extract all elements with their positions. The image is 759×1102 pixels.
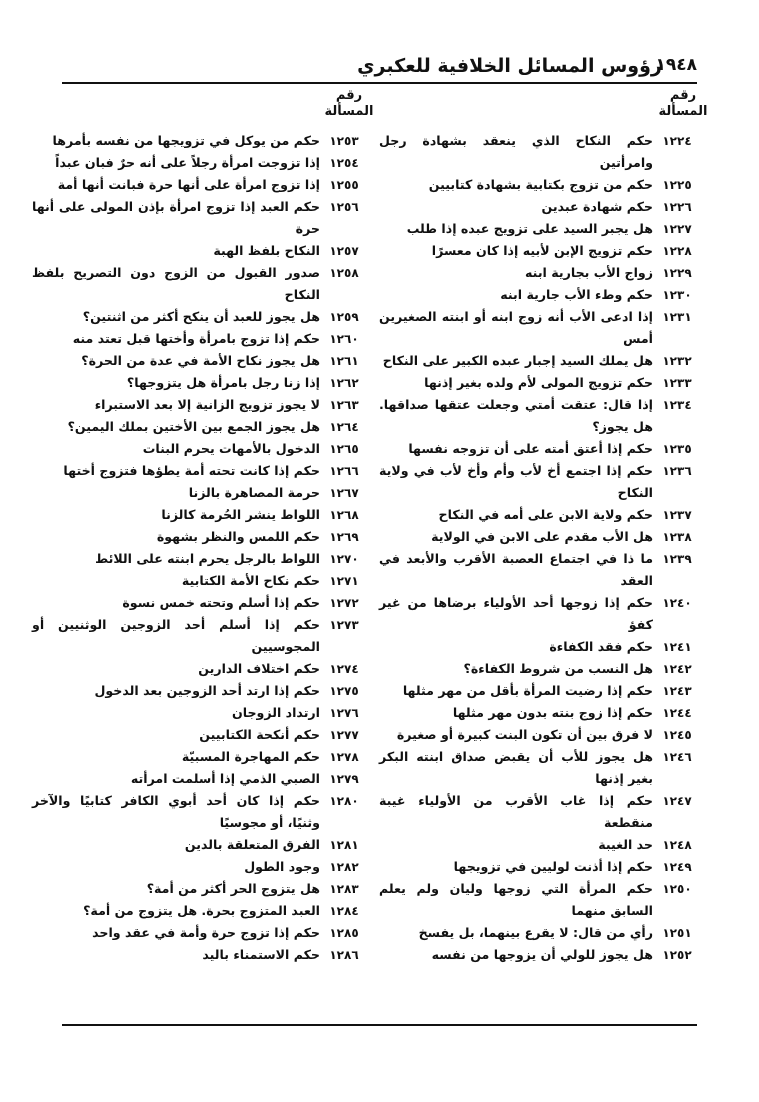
entry-text: هل الأب مقدم على الابن في الولاية <box>431 529 653 544</box>
entry-text: هل يجوز للأب أن يقبض صداق ابنته البكر بغير إذنها <box>379 749 653 786</box>
entry-row <box>32 724 364 746</box>
entry-number: ١٢٤١ <box>662 640 692 654</box>
entry-text: حد الغيبة <box>598 837 653 852</box>
entry-row <box>32 900 364 922</box>
entry-text: هل يجوز الجمع بين الأختين بملك اليمين؟ <box>67 419 320 434</box>
entry-row <box>379 922 697 944</box>
entry-number: ١٢٧٠ <box>329 552 359 566</box>
entry-number: ١٢٢٥ <box>662 178 692 192</box>
left-column <box>32 130 364 966</box>
entry-row <box>379 130 697 174</box>
entry-number: ١٢٤٠ <box>662 596 692 610</box>
entry-text: حكم العبد إذا تزوج امرأة بإذن المولى على أنها حرة <box>32 199 320 236</box>
entry-text: رأي من قال: لا يقرع بينهما، بل يفسخ <box>418 925 653 940</box>
entry-text: الدخول بالأمهات يحرم البنات <box>142 441 320 456</box>
entry-number: ١٢٢٩ <box>662 266 692 280</box>
entry-row <box>32 460 364 482</box>
entry-row <box>32 878 364 900</box>
entry-row <box>32 702 364 724</box>
entry-row <box>32 306 364 328</box>
entry-text: حكم إذا أسلم أحد الزوجين الوثنيين أو المجوسيين <box>32 617 320 654</box>
entry-row <box>379 680 697 702</box>
entry-number: ١٢٦١ <box>329 354 359 368</box>
entry-row <box>379 240 697 262</box>
entry-text: صدور القبول من الزوج دون التصريح بلفظ النكاح <box>32 265 320 302</box>
entry-text: حكم إذا أذنت لوليين في تزويجها <box>453 859 653 874</box>
entry-number: ١٢٧٤ <box>329 662 359 676</box>
entry-text: حكم المهاجرة المسبيّة <box>181 749 320 764</box>
entry-text: الفرق المتعلقة بالدين <box>184 837 320 852</box>
entry-row <box>32 658 364 680</box>
entry-text: حكم اللمس والنظر بشهوة <box>156 529 320 544</box>
entry-row <box>32 856 364 878</box>
entry-number: ١٢٣٥ <box>662 442 692 456</box>
entry-text: هل يجوز للعبد أن ينكح أكثر من اثنتين؟ <box>82 309 320 324</box>
entry-text: حكم فقد الكفاءة <box>549 639 653 654</box>
entry-row <box>32 394 364 416</box>
entry-text: حكم النكاح الذي ينعقد بشهادة رجل وامرأتين <box>379 133 653 170</box>
entry-row <box>379 548 697 592</box>
entry-number: ١٢٨٤ <box>329 904 359 918</box>
entry-number: ١٢٧١ <box>329 574 359 588</box>
entry-text: حكم تزويج المولى لأم ولده بغير إذنها <box>424 375 653 390</box>
entry-row <box>32 592 364 614</box>
entry-text: حكم الاستمناء باليد <box>202 947 320 962</box>
entry-text: زواج الأب بجارية ابنه <box>525 265 653 280</box>
entry-row <box>32 416 364 438</box>
entry-row <box>379 350 697 372</box>
entry-number: ١٢٦٥ <box>329 442 359 456</box>
entry-text: حكم إذا كان أحد أبوي الكافر كتابيًا والآخر وثنيًا، أو مجوسيًا <box>32 793 320 830</box>
entry-text: حكم اختلاف الدارين <box>198 661 320 676</box>
entry-row <box>379 592 697 636</box>
entry-number: ١٢٥٤ <box>329 156 359 170</box>
entry-text: إذا ادعى الأب أنه زوج ابنه أو ابنته الصغيرين أمس <box>379 309 653 346</box>
entry-row <box>379 394 697 438</box>
entry-text: ما ذا في اجتماع العصبة الأقرب والأبعد في العقد <box>379 551 653 588</box>
entry-row <box>379 196 697 218</box>
entry-row <box>32 526 364 548</box>
entry-number: ١٢٤٢ <box>662 662 692 676</box>
entry-row <box>379 746 697 790</box>
entry-text: هل يجوز نكاح الأمة في عدة من الحرة؟ <box>81 353 320 368</box>
entry-number: ١٢٨٣ <box>329 882 359 896</box>
entry-number: ١٢٣٤ <box>662 398 692 412</box>
entry-row <box>32 548 364 570</box>
entry-number: ١٢٢٧ <box>662 222 692 236</box>
entry-row <box>379 878 697 922</box>
entry-row <box>379 460 697 504</box>
entry-text: حكم المرأة التي زوجها وليان ولم يعلم السابق منهما <box>379 881 653 918</box>
entry-number: ١٢٤٨ <box>662 838 692 852</box>
entry-text: حكم إذا رضيت المرأة بأقل من مهر مثلها <box>402 683 653 698</box>
entry-number: ١٢٨١ <box>329 838 359 852</box>
entry-number: ١٢٨٠ <box>329 794 359 808</box>
entry-number: ١٢٥٨ <box>329 266 359 280</box>
entry-number: ١٢٥٩ <box>329 310 359 324</box>
entry-row <box>379 526 697 548</box>
page-header <box>62 55 697 81</box>
entry-row <box>379 856 697 878</box>
entry-text: حكم من تزوج بكتابية بشهادة كتابيين <box>428 177 653 192</box>
entry-row <box>379 504 697 526</box>
entry-number: ١٢٧٩ <box>329 772 359 786</box>
entry-number: ١٢٣٢ <box>662 354 692 368</box>
entry-number: ١٢٥٦ <box>329 200 359 214</box>
entry-number: ١٢٣١ <box>662 310 692 324</box>
entry-text: هل يملك السيد إجبار عبده الكبير على النكاح <box>382 353 653 368</box>
entry-row <box>379 262 697 284</box>
entry-number: ١٢٨٦ <box>329 948 359 962</box>
entry-number: ١٢٤٣ <box>662 684 692 698</box>
entry-number: ١٢٨٥ <box>329 926 359 940</box>
entry-text: حكم أنكحة الكتابيين <box>199 727 320 742</box>
entry-number: ١٢٧٣ <box>329 618 359 632</box>
entry-row <box>32 834 364 856</box>
entry-number: ١٢٤٥ <box>662 728 692 742</box>
entry-text: الصبي الذمي إذا أسلمت امرأته <box>130 771 320 786</box>
entry-number: ١٢٤٩ <box>662 860 692 874</box>
entry-text: حكم إذا تزوج بامرأة وأختها قبل تعتد منه <box>72 331 320 346</box>
entry-text: حكم ولاية الابن على أمه في النكاح <box>438 507 653 522</box>
entry-number: ١٢٤٧ <box>662 794 692 808</box>
entry-number: ١٢٤٦ <box>662 750 692 764</box>
entry-row <box>379 790 697 834</box>
entry-number: ١٢٥٢ <box>662 948 692 962</box>
entry-number: ١٢٢٤ <box>662 134 692 148</box>
entry-text: لا يجوز تزويج الزانية إلا بعد الاستبراء <box>94 397 320 412</box>
entry-text: حكم إذا كانت تحته أمة يطؤها فتزوج أختها <box>63 463 320 478</box>
entry-number: ١٢٧٢ <box>329 596 359 610</box>
entry-row <box>379 944 697 966</box>
entry-text: هل النسب من شروط الكفاءة؟ <box>463 661 653 676</box>
entry-number: ١٢٣٣ <box>662 376 692 390</box>
entry-row <box>32 196 364 240</box>
entry-row <box>379 218 697 240</box>
entry-number: ١٢٣٠ <box>662 288 692 302</box>
entry-row <box>379 174 697 196</box>
entry-number: ١٢٥١ <box>662 926 692 940</box>
entry-number: ١٢٦٣ <box>329 398 359 412</box>
entry-text: لا فرق بين أن تكون البنت كبيرة أو صغيرة <box>396 727 653 742</box>
entry-text: حكم إذا ارتد أحد الزوجين بعد الدخول <box>94 683 320 698</box>
entry-number: ١٢٦٦ <box>329 464 359 478</box>
entry-text: وجود الطول <box>244 859 320 874</box>
entry-row <box>32 328 364 350</box>
entry-number: ١٢٦٧ <box>329 486 359 500</box>
entry-text: حكم وطء الأب جارية ابنه <box>500 287 653 302</box>
entry-number: ١٢٣٦ <box>662 464 692 478</box>
entry-text: حكم إذا زوج بنته بدون مهر مثلها <box>452 705 653 720</box>
entry-text: النكاح بلفظ الهبة <box>213 243 320 258</box>
entry-number: ١٢٦٢ <box>329 376 359 390</box>
entry-row <box>32 174 364 196</box>
footer-rule <box>62 1024 697 1026</box>
entry-text: إذا تزوج امرأة على أنها حرة فبانت أنها أمة <box>57 177 320 192</box>
entry-number: ١٢٤٤ <box>662 706 692 720</box>
entry-text: حكم إذا أعتق أمته على أن تزوجه نفسها <box>408 441 653 456</box>
entry-text: حكم إذا أسلم وتحته خمس نسوة <box>122 595 320 610</box>
running-title: رؤوس المسائل الخلافية للعكبري <box>357 55 662 77</box>
page-number: ١٩٤٨ <box>655 55 697 75</box>
entry-row <box>32 240 364 262</box>
entry-text: إذا قال: عتقت أمتي وجعلت عتقها صداقها. هل يجوز؟ <box>379 397 653 434</box>
entry-text: حكم إذا زوجها أحد الأولياء برضاها من غير كفؤ <box>379 595 653 632</box>
header-rule <box>62 82 697 84</box>
entry-row <box>32 504 364 526</box>
entry-number: ١٢٧٥ <box>329 684 359 698</box>
entry-row <box>379 724 697 746</box>
entry-number: ١٢٦٠ <box>329 332 359 346</box>
entry-row <box>32 790 364 834</box>
entry-row <box>379 284 697 306</box>
entry-row <box>32 152 364 174</box>
entry-text: إذا زنا رجل بامرأة هل يتزوجها؟ <box>126 375 320 390</box>
entry-number: ١٢٧٨ <box>329 750 359 764</box>
entry-number: ١٢٧٦ <box>329 706 359 720</box>
entry-number: ١٢٣٨ <box>662 530 692 544</box>
entry-row <box>32 614 364 658</box>
entry-number: ١٢٦٨ <box>329 508 359 522</box>
entry-row <box>379 372 697 394</box>
entry-number: ١٢٥٥ <box>329 178 359 192</box>
entry-text: هل يجوز للولي أن يزوجها من نفسه <box>431 947 653 962</box>
entry-number: ١٢٣٧ <box>662 508 692 522</box>
entry-number: ١٢٥٣ <box>329 134 359 148</box>
entry-row <box>32 438 364 460</box>
entry-text: اللواط ينشر الحُرمة كالزنا <box>161 507 320 522</box>
entry-text: هل يجبر السيد على تزويج عبده إذا طلب <box>406 221 653 236</box>
entry-row <box>379 438 697 460</box>
entry-row <box>32 680 364 702</box>
entry-number: ١٢٨٢ <box>329 860 359 874</box>
entry-row <box>379 834 697 856</box>
entry-text: إذا تزوجت امرأة رجلاً على أنه حرٌ فبان عبداً <box>55 155 320 170</box>
entry-text: حكم إذا غاب الأقرب من الأولياء غيبة منقطعة <box>379 793 653 830</box>
entry-text: حرمة المصاهرة بالزنا <box>188 485 320 500</box>
entry-number: ١٢٥٧ <box>329 244 359 258</box>
entry-row <box>379 636 697 658</box>
entry-text: اللواط بالرجل يحرم ابنته على اللائط <box>95 551 320 566</box>
entry-text: حكم تزويج الإبن لأبيه إذا كان معسرًا <box>431 243 653 258</box>
entry-number: ١٢٧٧ <box>329 728 359 742</box>
entry-row <box>32 570 364 592</box>
entry-number: ١٢٦٤ <box>329 420 359 434</box>
entry-row <box>32 768 364 790</box>
entry-row <box>32 262 364 306</box>
entry-number: ١٢٢٨ <box>662 244 692 258</box>
right-column-heading: رقم المسألة <box>658 88 708 119</box>
entry-number: ١٢٢٦ <box>662 200 692 214</box>
entry-text: هل يتزوج الحر أكثر من أمة؟ <box>146 881 320 896</box>
entry-text: العبد المتزوج بحرة. هل يتزوج من أمة؟ <box>83 903 320 918</box>
left-column-heading: رقم المسألة <box>324 88 374 119</box>
entry-row <box>379 658 697 680</box>
entry-text: حكم إذا اجتمع أخ لأب وأم وأخ لأب في ولاية النكاح <box>379 463 653 500</box>
entry-row <box>32 944 364 966</box>
entry-row <box>32 130 364 152</box>
entry-row <box>379 306 697 350</box>
entry-text: حكم نكاح الأمة الكتابية <box>181 573 320 588</box>
entry-row <box>32 482 364 504</box>
entry-number: ١٢٣٩ <box>662 552 692 566</box>
entry-number: ١٢٦٩ <box>329 530 359 544</box>
entry-row <box>32 350 364 372</box>
entry-row <box>32 922 364 944</box>
entry-text: ارتداد الزوجان <box>232 705 320 720</box>
entry-text: حكم من يوكل في تزويجها من نفسه بأمرها <box>52 133 320 148</box>
entry-row <box>379 702 697 724</box>
entry-text: حكم شهادة عبدين <box>541 199 653 214</box>
entry-number: ١٢٥٠ <box>662 882 692 896</box>
entry-row <box>32 372 364 394</box>
entry-row <box>32 746 364 768</box>
right-column <box>379 130 697 966</box>
entry-text: حكم إذا تزوج حرة وأمة في عقد واحد <box>92 925 320 940</box>
